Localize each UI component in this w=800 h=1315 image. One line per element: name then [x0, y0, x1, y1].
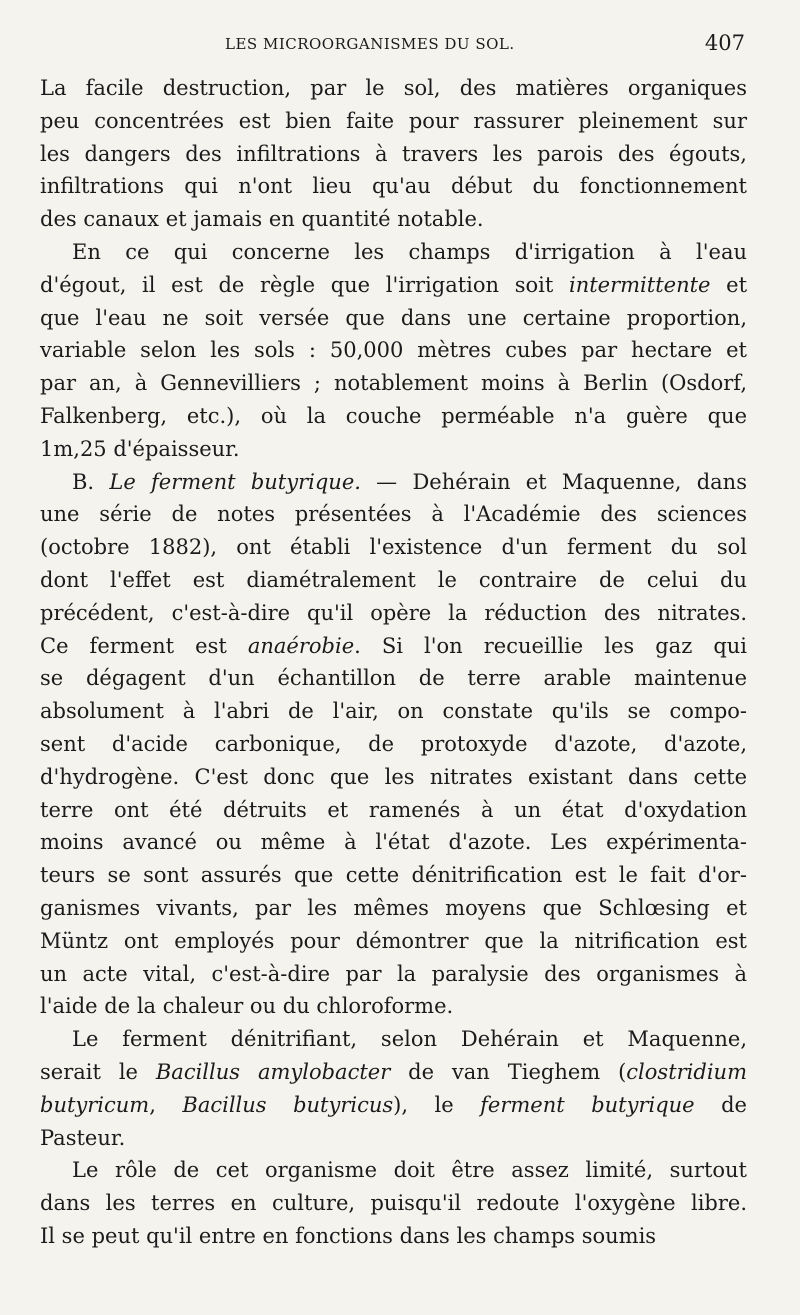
- text-span: ,: [149, 1092, 183, 1117]
- body-text: [40, 72, 747, 1253]
- text-line: [40, 269, 747, 302]
- text-line: se dégagent d'un échantillon de terre arable maintenue: [40, 666, 747, 691]
- text-line: [40, 1089, 747, 1122]
- text-span: de van Tieghem (: [390, 1059, 627, 1084]
- italic-term: butyricum: [40, 1092, 150, 1117]
- text-line: que l'eau ne soit versée que dans une certaine proportion,: [40, 305, 747, 330]
- text-line: [40, 630, 747, 663]
- text-span: — Dehérain et Maquenne, dans: [360, 469, 747, 494]
- text-line: absolument à l'abri de l'air, on constate qu'ils se compo-: [40, 699, 747, 724]
- text-span: serait le: [40, 1059, 156, 1084]
- text-line: teurs se sont assurés que cette dénitrification est le fait d'or-: [40, 863, 747, 888]
- running-title: LES MICROORGANISMES DU SOL.: [225, 35, 515, 53]
- text-line: peu concentrées est bien faite pour rassurer pleinement sur: [40, 108, 747, 133]
- text-span: . Si l'on recueillie les gaz qui: [354, 633, 747, 658]
- text-span: B.: [72, 469, 110, 494]
- text-span: et: [710, 272, 748, 297]
- text-line: dans les terres en culture, puisqu'il redoute l'oxygène libre.: [40, 1191, 747, 1216]
- text-line: ganismes vivants, par les mêmes moyens que Schlœsing et: [40, 895, 747, 920]
- text-line: d'hydrogène. C'est donc que les nitrates existant dans cette: [40, 764, 747, 789]
- text-line: un acte vital, c'est-à-dire par la paralysie des organismes à: [40, 961, 747, 986]
- text-span: de: [694, 1092, 747, 1117]
- text-line: Le ferment dénitrifiant, selon Dehérain et Maquenne,: [72, 1027, 747, 1052]
- italic-term: intermittente: [568, 272, 711, 297]
- page-header: [40, 33, 745, 63]
- text-line: Il se peut qu'il entre en fonctions dans les champs soumis: [40, 1223, 657, 1248]
- text-span: d'égout, il est de règle que l'irrigation soit: [40, 272, 569, 297]
- text-line: Le rôle de cet organisme doit être assez limité, surtout: [72, 1158, 747, 1183]
- text-line: Pasteur.: [40, 1125, 126, 1150]
- text-line: l'aide de la chaleur ou du chloroforme.: [40, 994, 454, 1019]
- text-line: une série de notes présentées à l'Académie des sciences: [40, 502, 747, 527]
- text-line: 1m,25 d'épaisseur.: [40, 436, 240, 461]
- text-line: par an, à Gennevilliers ; notablement moins à Berlin (Osdorf,: [40, 371, 747, 396]
- text-line: moins avancé ou même à l'état d'azote. Les expérimenta-: [40, 830, 747, 855]
- text-line: Müntz ont employés pour démontrer que la nitrification est: [40, 928, 747, 953]
- text-line: variable selon les sols : 50,000 mètres cubes par hectare et: [40, 338, 747, 363]
- text-span: ), le: [393, 1092, 481, 1117]
- italic-term: clostridium: [626, 1059, 747, 1084]
- italic-term: ferment butyrique: [480, 1092, 695, 1117]
- text-span: Ce ferment est: [40, 633, 248, 658]
- text-line: (octobre 1882), ont établi l'existence d'un ferment du sol: [40, 535, 747, 560]
- text-line: infiltrations qui n'ont lieu qu'au début du fonctionnement: [40, 174, 747, 199]
- italic-term: Bacillus butyricus: [182, 1092, 394, 1117]
- italic-term: Le ferment butyrique.: [109, 469, 361, 494]
- text-line: des canaux et jamais en quantité notable.: [40, 207, 484, 232]
- italic-term: Bacillus amylobacter: [155, 1059, 391, 1084]
- italic-term: anaérobie: [247, 633, 355, 658]
- text-line: La facile destruction, par le sol, des matières organiques: [40, 76, 747, 100]
- text-line: En ce qui concerne les champs d'irrigation à l'eau: [72, 239, 747, 264]
- text-line: Falkenberg, etc.), où la couche perméable n'a guère que: [40, 403, 747, 428]
- text-line: dont l'effet est diamétralement le contraire de celui du: [40, 567, 747, 592]
- text-line: les dangers des infiltrations à travers les parois des égouts,: [40, 141, 747, 166]
- text-line: sent d'acide carbonique, de protoxyde d'azote, d'azote,: [40, 731, 747, 756]
- text-line: terre ont été détruits et ramenés à un état d'oxydation: [40, 797, 747, 822]
- page-number: 407: [704, 31, 745, 55]
- text-line: [40, 1056, 747, 1089]
- text-line: précédent, c'est-à-dire qu'il opère la réduction des nitrates.: [40, 600, 747, 625]
- section-heading-line: [40, 466, 747, 499]
